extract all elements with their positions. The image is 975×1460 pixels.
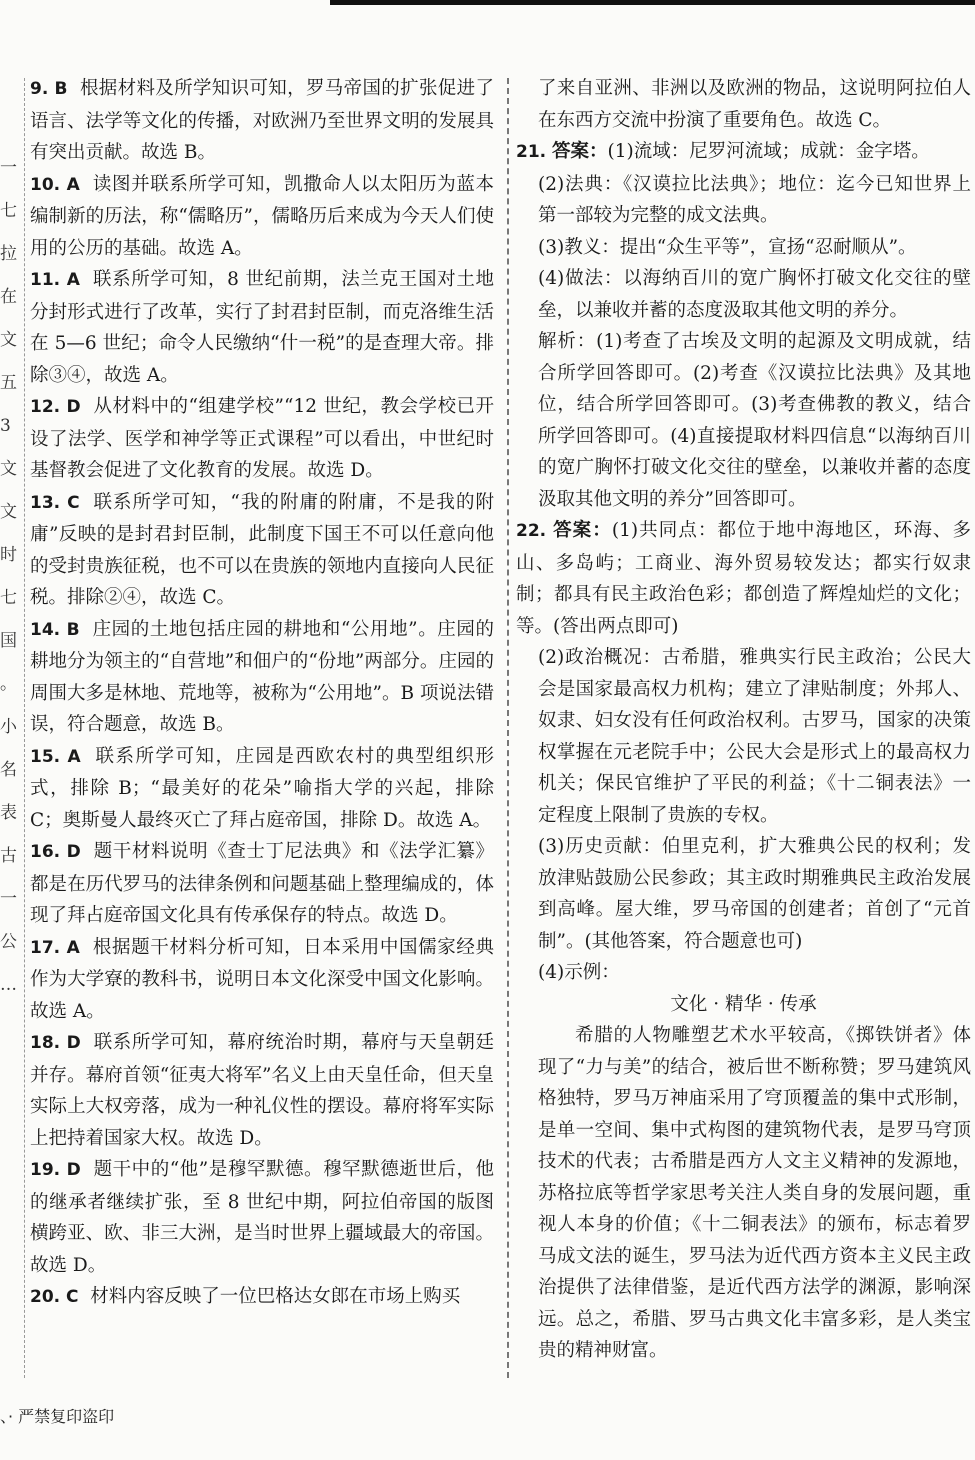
item-number: 14. B	[30, 619, 80, 640]
margin-char: 3	[0, 416, 11, 436]
answer-item-20-continued: 了来自亚洲、非洲以及欧洲的物品，这说明阿拉伯人在东西方交流中扮演了重要角色。故选 C。	[538, 78, 971, 131]
answer-item-19	[30, 1154, 494, 1281]
item-text: 材料内容反映了一位巴格达女郎在市场上购买	[90, 1286, 461, 1307]
analysis-label: 解析：	[538, 331, 597, 352]
q22-answer-2: (2)政治概况：古希腊，雅典实行民主政治；公民大会是国家最高权力机构；建立了津贴制度；外邦人、奴隶、妇女没有任何政治权利。古罗马，国家的决策权掌握在元老院手中；公民大会是形式上的最高权力机关；保民官维护了平民的利益；《十二铜表法》一定程度上限制了贵族的专权。	[538, 647, 971, 826]
item-text: 根据题干材料分析可知，日本采用中国儒家经典作为大学寮的教科书，说明日本文化深受中国文化影响。故选 A。	[30, 936, 494, 1022]
item-number: 21.	[516, 142, 547, 162]
answer-item-13	[30, 487, 494, 614]
margin-char: …	[0, 975, 17, 995]
answer-item-12	[30, 391, 494, 487]
margin-char: 七	[0, 588, 17, 608]
left-margin-rule	[24, 78, 25, 1378]
margin-char: 文	[0, 502, 17, 522]
margin-char: 名	[0, 760, 17, 780]
item-text: 题干中的“他”是穆罕默德。穆罕默德逝世后，他的继承者继续扩张，至 8 世纪中期，阿拉伯帝国的版图横跨亚、欧、非三大洲，是当时世界上疆域最大的帝国。故选 D。	[30, 1159, 494, 1276]
margin-char: 时	[0, 545, 17, 565]
item-number: 9. B	[30, 79, 68, 99]
item-text: 庄园的土地包括庄园的耕地和“公用地”。庄园的耕地分为领主的“自营地”和佃户的“份地”两部分。庄园的周围大多是林地、荒地等，被称为“公用地”。B 项说法错误，符合题意，故选 B。	[30, 618, 495, 735]
item-number: 16. D	[30, 842, 81, 862]
item-text: 题干材料说明《查士丁尼法典》和《法学汇纂》都是在历代罗马的法律条例和问题基础上整理编成的，体现了拜占庭帝国文化具有传承保存的特点。故选 D。	[30, 841, 494, 926]
item-number: 12. D	[30, 397, 81, 417]
margin-char: 一	[0, 158, 17, 178]
answer-item-10	[30, 169, 494, 265]
essay-body: 希腊的人物雕塑艺术水平较高，《掷铁饼者》体现了“力与美”的结合，被后世不断称赞；罗马建筑风格独特，罗马万神庙采用了穹顶覆盖的集中式形制，是单一空间、集中式构图的建筑物代表，是罗马穹顶技术的代表；古希腊是西方人文主义精神的发源地，苏格拉底等哲学家思考关注人类自身的发展问题，重视人本身的价值；《十二铜表法》的颁布，标志着罗马成文法的诞生，罗马法为近代西方资本主义民主政治提供了法律借鉴，是近代西方法学的渊源，影响深远。总之，希腊、罗马古典文化丰富多彩，是人类宝贵的精神财富。	[538, 1025, 971, 1361]
margin-char: 文	[0, 330, 17, 350]
answer-item-18	[30, 1027, 494, 1154]
left-column	[30, 73, 494, 1314]
answer-item-22	[516, 515, 971, 642]
answer-label: 答案：	[553, 520, 612, 541]
item-text: 联系所学可知，幕府统治时期，幕府与天皇朝廷并存。幕府首领“征夷大将军”名义上由天皇任命，但天皇实际上大权旁落，成为一种礼仪性的摆设。幕府将军实际上把持着国家大权。故选 D。	[30, 1032, 494, 1149]
answer-item-9	[30, 73, 494, 169]
margin-char: 国	[0, 631, 17, 651]
answer-item-17	[30, 932, 494, 1028]
margin-char: 。	[0, 674, 17, 694]
q22-answer-1: (1)共同点：都位于地中海地区，环海、多山、多岛屿；工商业、海外贸易较发达；都实行奴隶制；都具有民主政治色彩；都创造了辉煌灿烂的文化；等。(答出两点即可)	[516, 520, 971, 637]
item-text: 联系所学可知，庄园是西欧农村的典型组织形式，排除 B；“最美好的花朵”喻指大学的兴起，排除 C；奥斯曼人最终灭亡了拜占庭帝国，排除 D。故选 A。	[30, 745, 494, 831]
item-number: 10. A	[30, 174, 80, 195]
item-number: 13. C	[30, 492, 80, 513]
item-text: 联系所学可知，“我的附庸的附庸，不是我的附庸”反映的是封君封臣制，此制度下国王不可以任意向他的受封贵族征税，也不可以在贵族的领地内直接向人民征税。排除②④，故选 C。	[30, 491, 494, 608]
margin-char: 拉	[0, 244, 17, 264]
q21-analysis	[516, 326, 971, 515]
item-number: 17. A	[30, 937, 80, 958]
q21-answer-1: (1)流域：尼罗河流域；成就：金字塔。	[607, 141, 930, 162]
item-text: 从材料中的“组建学校”“12 世纪，教会学校已开设了法学、医学和神学等正式课程”可以看出，中世纪时基督教会促进了文化教育的发展。故选 D。	[30, 396, 495, 481]
item-number: 22.	[516, 521, 547, 541]
item-text: 读图并联系所学可知，凯撒命人以太阳历为蓝本编制新的历法，称“儒略历”，儒略历后来成为今天人们使用的公历的基础。故选 A。	[30, 173, 494, 259]
top-bar	[330, 0, 975, 5]
item-text: 联系所学可知，8 世纪前期，法兰克王国对土地分封形式进行了改革，实行了封君封臣制，而克洛维生活在 5—6 世纪；命令人民缴纳“什一税”的是查理大帝。排除③④，故选 A。	[30, 269, 494, 386]
answer-item-21	[516, 136, 971, 169]
margin-char: 公	[0, 932, 17, 952]
item-number: 19. D	[30, 1160, 81, 1180]
answer-item-20	[30, 1281, 494, 1314]
q21-answer-3: (3)教义：提出“众生平等”，宣扬“忍耐顺从”。	[538, 236, 917, 258]
item-text: 根据材料及所学知识可知，罗马帝国的扩张促进了语言、法学等文化的传播，对欧洲乃至世界文明的发展具有突出贡献。故选 B。	[30, 78, 494, 163]
item-number: 20. C	[30, 1287, 79, 1307]
answer-label: 答案：	[552, 141, 608, 162]
margin-char: 一	[0, 889, 17, 909]
answer-item-11	[30, 264, 494, 391]
essay-title: 文化 · 精华 · 传承	[670, 993, 817, 1015]
margin-char: 古	[0, 846, 17, 866]
item-number: 11. A	[30, 270, 80, 290]
margin-strip	[0, 158, 17, 1020]
right-column	[516, 73, 971, 1367]
item-number: 15. A	[30, 746, 81, 767]
margin-char: 五	[0, 373, 17, 393]
answer-item-16	[30, 836, 494, 932]
answer-item-15	[30, 741, 494, 837]
q21-answer-2: (2)法典：《汉谟拉比法典》；地位：迄今已知世界上第一部较为完整的成文法典。	[538, 173, 971, 226]
item-number: 18. D	[30, 1033, 81, 1053]
q22-answer-3: (3)历史贡献：伯里克利，扩大雅典公民的权利；发放津贴鼓励公民参政；其主政时期雅典民主政治发展到高峰。屋大维，罗马帝国的创建者；首创了“元首制”。(其他答案，符合题意也可)	[538, 836, 971, 952]
margin-char: 小	[0, 717, 17, 737]
copyright-footer: 、· 严禁复印盗印	[0, 1407, 115, 1426]
q21-answer-4: (4)做法：以海纳百川的宽广胸怀打破文化交往的壁垒，以兼收并蓄的态度汲取其他文明的养分。	[538, 268, 971, 321]
column-divider	[507, 78, 509, 1378]
answer-item-14	[30, 614, 494, 741]
q21-analysis-text: (1)考查了古埃及文明的起源及文明成就，结合所学回答即可。(2)考查《汉谟拉比法典》及其地位，结合所学回答即可。(3)考查佛教的教义，结合所学回答即可。(4)直接提取材料四信息“以海纳百川的宽广胸怀打破文化交往的壁垒，以兼收并蓄的态度汲取其他文明的养分”回答即可。	[538, 331, 971, 510]
margin-char: 文	[0, 459, 17, 479]
margin-char: 七	[0, 201, 17, 221]
margin-char: 表	[0, 803, 17, 823]
q22-answer-4: (4)示例：	[538, 962, 620, 983]
margin-char: 在	[0, 287, 17, 307]
